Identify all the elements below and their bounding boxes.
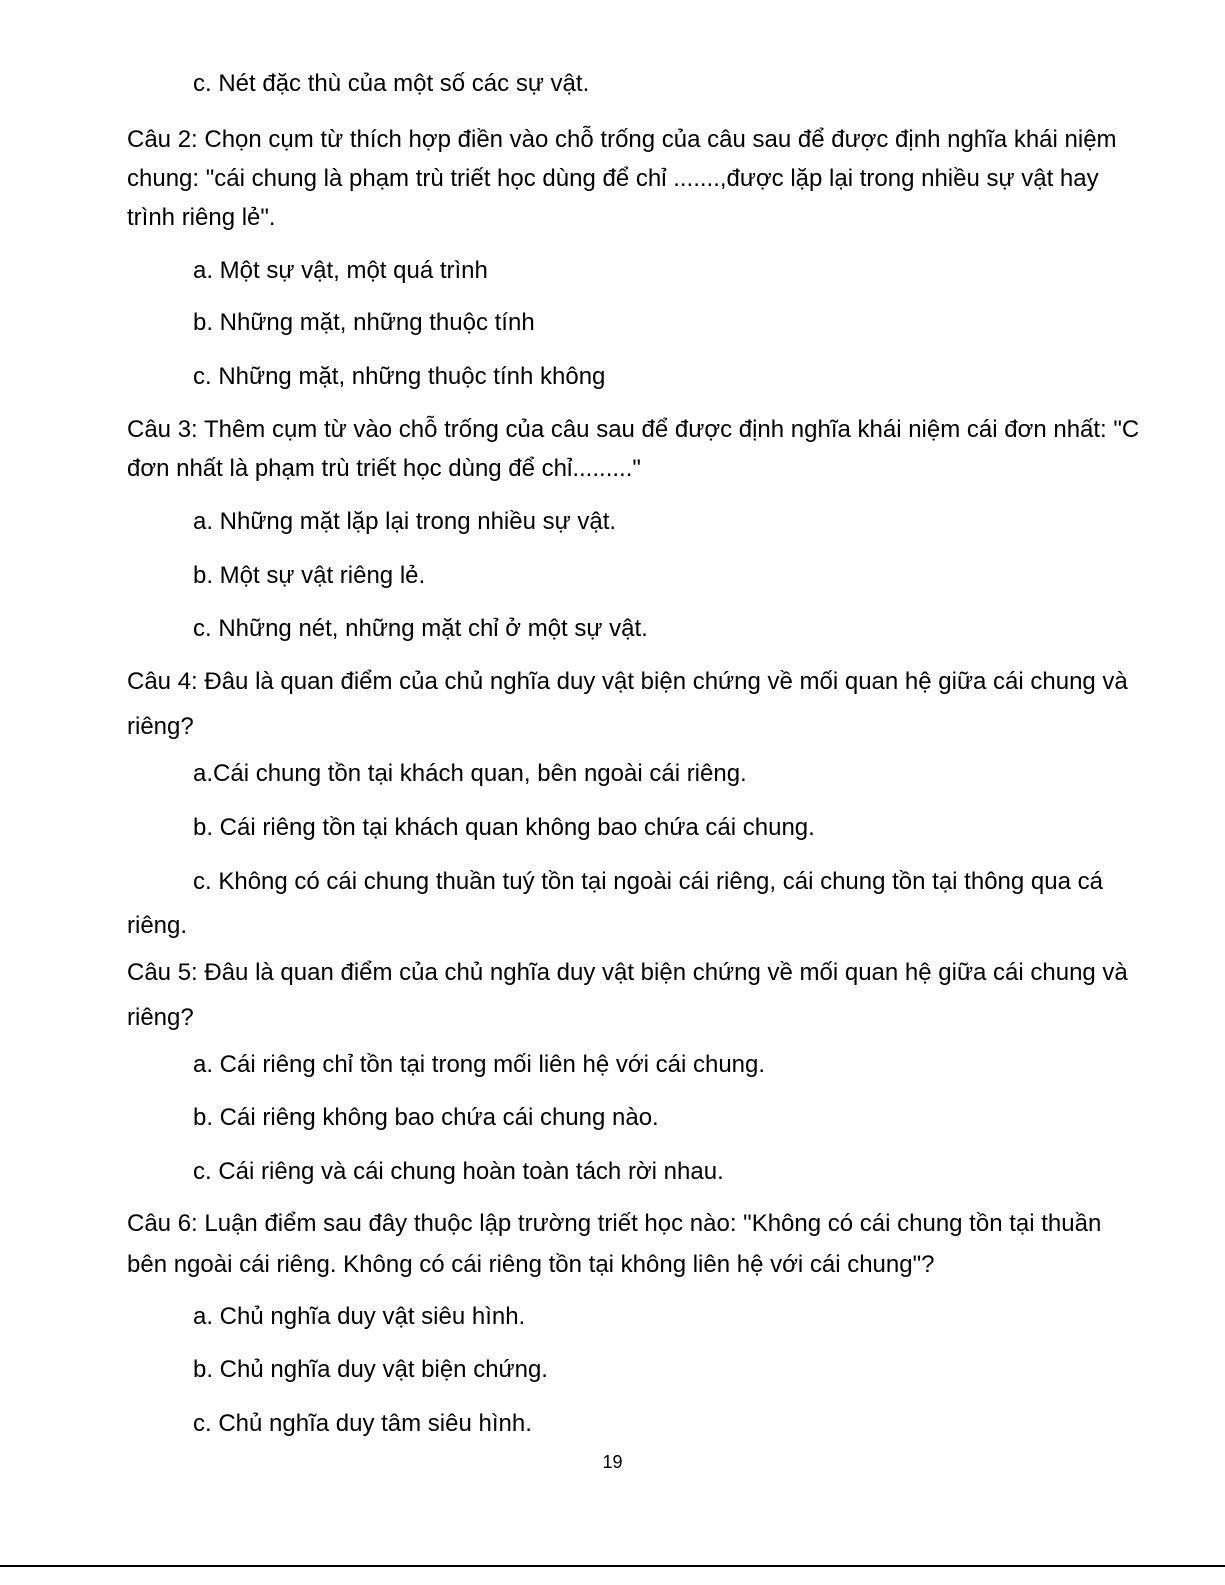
option-line: riêng. (127, 912, 188, 939)
question-line: riêng? (127, 1004, 194, 1031)
option-line: a.Cái chung tồn tại khách quan, bên ngoài cái riêng. (193, 760, 747, 787)
question-line: đơn nhất là phạm trù triết học dùng để chỉ........." (127, 455, 641, 482)
option-line: c. Những mặt, những thuộc tính không (193, 363, 606, 390)
option-line: c. Nét đặc thù của một số các sự vật. (193, 70, 590, 97)
question-line: Câu 6: Luận điểm sau đây thuộc lập trường triết học nào: "Không có cái chung tồn tại thuần (127, 1210, 1102, 1237)
option-line: a. Những mặt lặp lại trong nhiều sự vật. (193, 508, 617, 535)
option-line: b. Một sự vật riêng lẻ. (193, 562, 426, 589)
question-line: trình riêng lẻ". (127, 204, 276, 231)
option-line: c. Chủ nghĩa duy tâm siêu hình. (193, 1410, 532, 1437)
option-line: b. Cái riêng tồn tại khách quan không bao chứa cái chung. (193, 814, 815, 841)
option-line: b. Cái riêng không bao chứa cái chung nào. (193, 1104, 659, 1131)
question-line: bên ngoài cái riêng. Không có cái riêng tồn tại không liên hệ với cái chung"? (127, 1251, 935, 1278)
option-line: b. Chủ nghĩa duy vật biện chứng. (193, 1356, 548, 1383)
option-line: a. Cái riêng chỉ tồn tại trong mối liên hệ với cái chung. (193, 1051, 766, 1078)
option-line: c. Cái riêng và cái chung hoàn toàn tách rời nhau. (193, 1158, 724, 1185)
question-line: riêng? (127, 713, 194, 740)
option-line: c. Không có cái chung thuần tuý tồn tại ngoài cái riêng, cái chung tồn tại thông qua cá (193, 868, 1103, 895)
page-content (127, 0, 1173, 1450)
option-line: a. Một sự vật, một quá trình (193, 257, 488, 284)
question-line: chung: "cái chung là phạm trù triết học dùng để chỉ .......,được lặp lại trong nhiều sự vật hay (127, 165, 1099, 192)
option-line: b. Những mặt, những thuộc tính (193, 309, 535, 336)
option-line: c. Những nét, những mặt chỉ ở một sự vật. (193, 615, 648, 642)
question-line: Câu 2: Chọn cụm từ thích hợp điền vào chỗ trống của câu sau để được định nghĩa khái niệm (127, 126, 1117, 153)
page-number: 19 (602, 1452, 623, 1472)
question-line: Câu 5: Đâu là quan điểm của chủ nghĩa duy vật biện chứng về mối quan hệ giữa cái chung và (127, 959, 1128, 986)
question-line: Câu 3: Thêm cụm từ vào chỗ trống của câu sau để được định nghĩa khái niệm cái đơn nhất: "C (127, 416, 1140, 443)
option-line: a. Chủ nghĩa duy vật siêu hình. (193, 1303, 526, 1330)
question-line: Câu 4: Đâu là quan điểm của chủ nghĩa duy vật biện chứng về mối quan hệ giữa cái chung và (127, 668, 1128, 695)
page-bottom-border (0, 1565, 1225, 1567)
